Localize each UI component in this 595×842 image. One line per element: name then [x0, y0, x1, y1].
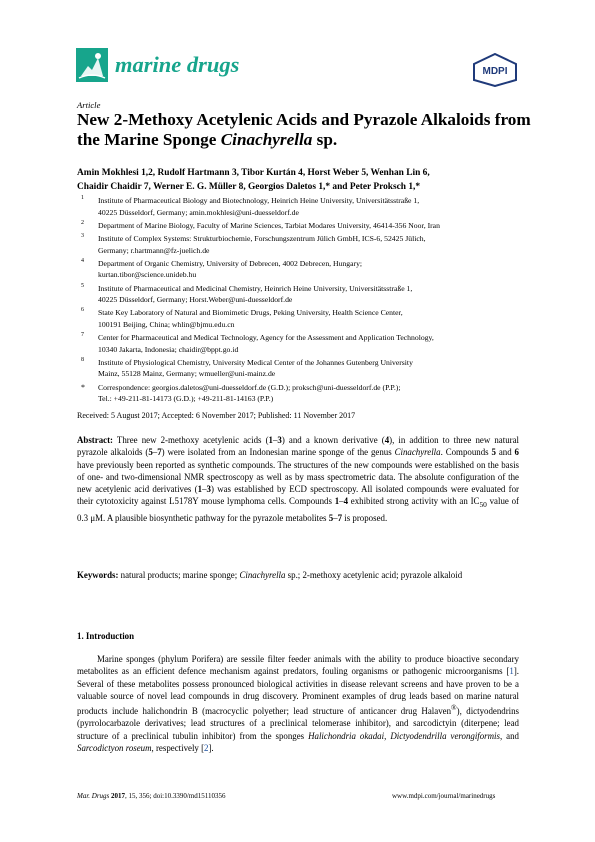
abstract-text: have previously been reported as synthetic compounds. The structures of the new compounds were established on the basis of one- and two-dimensional NMR spectroscopy as well as by mass spectrometric data. The absolute configuration of the new acetylenic acid derivatives ( — [77, 459, 519, 495]
genus-name: Cinachyrella — [394, 447, 441, 458]
species-name: Dictyodendrilla verongiformis — [390, 730, 500, 741]
affiliation-line: Institute of Physiological Chemistry, University Medical Center of the Johannes Gutenberg University — [98, 357, 413, 367]
intro-text: , and — [499, 730, 519, 741]
affiliation-line: Center for Pharmaceutical and Medical Technology, Agency for the Assessment and Application Technology, — [98, 333, 434, 343]
affiliation-mark: 3 — [81, 232, 84, 239]
abstract-text: ) were isolated from an Indonesian marine sponge of the genus — [161, 447, 395, 458]
affiliation-line[interactable]: 40225 Düsseldorf, Germany; amin.mokhlesi@uni-duesseldorf.de — [98, 207, 299, 217]
intro-text: , — [384, 730, 391, 741]
abstract — [77, 434, 519, 524]
compound-number: 7 — [337, 512, 343, 523]
article-dates: Received: 5 August 2017; Accepted: 6 November 2017; Published: 11 November 2017 — [77, 411, 356, 420]
abstract-text: value of 0.3 μM. A plausible biosynthetic pathway for the pyrazole metabolites — [77, 496, 519, 523]
footer-journal: Mar. Drugs — [77, 792, 110, 800]
affiliation-item — [77, 233, 527, 256]
affiliation-line: State Key Laboratory of Natural and Biomimetic Drugs, Peking University, Health Science Center, — [98, 308, 403, 318]
abstract-text: Three new 2-methoxy acetylenic acids ( — [112, 435, 269, 445]
affiliation-mark: 5 — [81, 282, 84, 289]
subscript: 50 — [479, 500, 487, 510]
affiliation-mark: 2 — [81, 219, 84, 226]
intro-text: ]. Several of these metabolites possess pronounced biological activities in disease relevant screens and have proven to be a valuable source of novel lead compounds in drug discovery. Prominent examples of drug leads based on marine natural products include halichondrin B (macrocyclic polyether; lead structure of anticancer drug Halaven — [77, 666, 519, 717]
correspondence-line: Tel.: +49-211-81-14173 (G.D.); +49-211-81-14163 (P.P.) — [98, 394, 274, 404]
affiliation-item — [77, 220, 527, 232]
abstract-text: – — [272, 435, 278, 445]
compound-number: 5 — [491, 447, 496, 458]
article-type: Article — [77, 100, 101, 110]
compound-number: 7 — [157, 447, 162, 458]
affiliation-mark: 7 — [81, 332, 84, 339]
mdpi-logo-text: MDPI — [482, 66, 508, 77]
abstract-text: is proposed. — [342, 512, 388, 523]
abstract-text: ) and a known derivative ( — [281, 435, 385, 445]
citation-link[interactable]: 1 — [509, 666, 514, 677]
author-line: Amin Mokhlesi 1,2, Rudolf Hartmann 3, Tibor Kurtán 4, Horst Weber 5, Wenhan Lin 6, — [77, 168, 430, 178]
affiliation-line: Department of Organic Chemistry, University of Debrecen, 4002 Debrecen, Hungary; — [98, 258, 363, 268]
species-name: Halichondria okadai — [308, 730, 385, 741]
keywords-text: natural products; marine sponge; — [118, 570, 240, 580]
compound-number: 5 — [148, 447, 153, 458]
affiliation-line: Institute of Pharmaceutical and Medicinal Chemistry, Heinrich Heine University, Universitätsstraße 1, — [98, 283, 413, 293]
footer-doi: , 15, 356; doi:10.3390/md15110356 — [125, 792, 226, 800]
title-text: New 2-Methoxy Acetylenic Acids and Pyrazole Alkaloids from the Marine Sponge — [77, 110, 531, 149]
registered-mark: ® — [451, 703, 457, 713]
compound-number: 5 — [328, 512, 334, 523]
compound-number: 4 — [343, 496, 348, 507]
abstract-text: . Compounds — [440, 447, 492, 458]
intro-text: , respectively [ — [151, 743, 205, 754]
affiliation-mark: 6 — [81, 307, 84, 314]
affiliation-item — [77, 357, 527, 380]
affiliation-line: Institute of Pharmaceutical Biology and Biotechnology, Heinrich Heine University, Universitätsstraße 1, — [98, 196, 420, 205]
abstract-text: – — [152, 447, 158, 458]
journal-name: marine drugs — [115, 52, 240, 77]
abstract-text: exhibited strong activity with an IC — [348, 496, 480, 507]
title-species: Cinachyrella — [220, 130, 313, 149]
abstract-text: ), in addition to three new natural pyrazole alkaloids ( — [77, 435, 519, 458]
keywords-label: Keywords: — [77, 570, 119, 580]
compound-number: 1 — [268, 435, 273, 445]
affiliations — [77, 195, 527, 406]
compound-number: 3 — [277, 435, 282, 445]
affiliation-line[interactable]: Mainz, 55128 Mainz, Germany; wmueller@uni-mainz.de — [98, 369, 276, 379]
keywords-text: sp.; 2-methoxy acetylenic acid; pyrazole alkaloid — [285, 570, 463, 580]
compound-number: 4 — [384, 435, 390, 445]
abstract-text: – — [333, 512, 338, 523]
correspondence-item — [77, 382, 527, 405]
affiliation-item — [77, 195, 527, 218]
intro-paragraph — [77, 653, 519, 754]
compound-number: 3 — [206, 484, 211, 495]
author-line: Chaidir Chaidir 7, Werner E. G. Müller 8, Georgios Daletos 1,* and Peter Proksch 1,* — [77, 181, 421, 192]
journal-logo-icon — [76, 48, 108, 82]
footer-citation — [77, 792, 226, 800]
footer-year: 2017 — [111, 792, 126, 800]
affiliation-line[interactable]: 10340 Jakarta, Indonesia; chaidir@bppt.go.id — [98, 344, 239, 354]
affiliation-line[interactable]: Germany; r.hartmann@fz-juelich.de — [98, 245, 210, 255]
affiliation-line: Institute of Complex Systems: Strukturbiochemie, Forschungszentrum Jülich GmbH, ICS-6, 52425 Jülich, — [98, 233, 426, 243]
abstract-label: Abstract: — [77, 435, 113, 445]
intro-text: ]. — [208, 743, 214, 754]
article-title — [77, 110, 547, 150]
affiliation-mark: 4 — [81, 257, 84, 264]
footer-url[interactable]: www.mdpi.com/journal/marinedrugs — [392, 792, 496, 800]
intro-text: ), dictyodendrins (pyrrolocarbazole derivatives; lead structures of a preclinical telomerase inhibitor), and sarcodictyin (diterpene; lead structure of a preclinical tubulin inhibitor) from the sponges — [77, 706, 520, 741]
affiliation-line[interactable]: 100191 Beijing, China; whlin@bjmu.edu.cn — [98, 319, 235, 329]
correspondence-line[interactable]: Correspondence: georgios.daletos@uni-duesseldorf.de (G.D.); proksch@uni-duesseldorf.de (P.P.); — [98, 382, 401, 392]
affiliation-mark: 8 — [81, 356, 84, 363]
title-suffix: sp. — [312, 130, 338, 149]
affiliation-item — [77, 332, 527, 355]
affiliation-line[interactable]: kurtan.tibor@science.unideb.hu — [98, 270, 197, 280]
author-list — [77, 167, 527, 194]
affiliation-line[interactable]: 40225 Düsseldorf, Germany; Horst.Weber@uni-duesseldorf.de — [98, 295, 293, 305]
keywords-genus: Cinachyrella — [239, 570, 286, 580]
citation-link[interactable]: 2 — [204, 743, 209, 754]
keywords — [77, 569, 519, 581]
affiliation-item — [77, 258, 527, 281]
affiliation-mark: 1 — [81, 195, 84, 201]
affiliation-item — [77, 283, 527, 306]
affiliation-line: Department of Marine Biology, Faculty of Marine Sciences, Tarbiat Modares University, 46414-356 Noor, Iran — [98, 220, 440, 230]
species-name: Sarcodictyon roseum — [77, 743, 152, 754]
affiliation-item — [77, 307, 527, 330]
compound-number: 6 — [514, 447, 519, 458]
compound-number: 1 — [334, 496, 340, 507]
abstract-text: – — [202, 484, 207, 495]
intro-text: Marine sponges (phylum Porifera) are sessile filter feeder animals with the ability to produce bioactive secondary metabolites as an efficient defence mechanism against predators, fouling organisms or pathogenic microorganisms [ — [77, 654, 519, 677]
section-heading: 1. Introduction — [77, 631, 135, 641]
abstract-text: ) was established by ECD spectroscopy. All isolated compounds were evaluated for their cytotoxicity against L5178Y mouse lymphoma cells. Compounds — [77, 484, 519, 507]
mdpi-logo-icon — [472, 53, 518, 87]
compound-number: 1 — [197, 484, 203, 495]
abstract-text: and — [495, 447, 515, 458]
abstract-text: – — [339, 496, 344, 507]
affiliation-mark: * — [81, 382, 85, 392]
